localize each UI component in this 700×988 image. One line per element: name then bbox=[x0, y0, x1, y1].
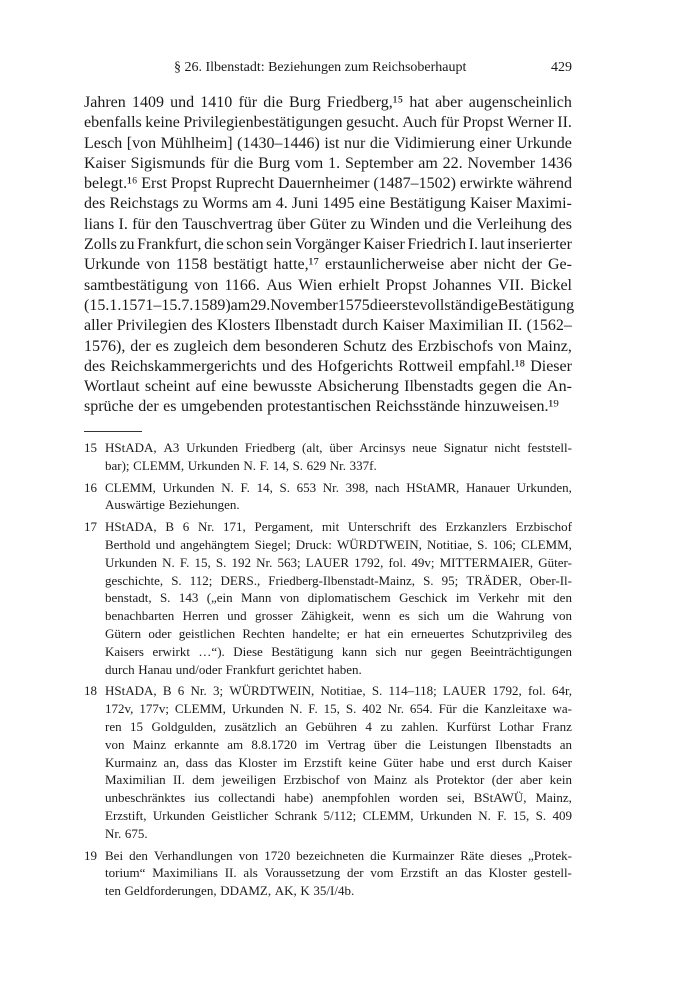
text-line: (15.1.1571–15.7.1589) am 29. November 1575 die erste vollständige Bestätigung bbox=[84, 296, 575, 314]
text-line: lians I. für den Tauschvertrag über Güter zu Winden und die Verleihung des bbox=[84, 215, 572, 233]
text-line: des Reichstags zu Worms am 4. Juni 1495 eine Bestätigung Kaiser Maximi- bbox=[84, 195, 572, 213]
footnote-line: durch Hanau und/oder Frankfurt gerichtet haben. bbox=[105, 661, 362, 677]
text-line: des Reichskammergerichts und des Hofgerichts Rottweil empfahl.¹⁸ Dieser bbox=[84, 357, 572, 375]
footnote-line: Kaisers erwirkt …“). Diese Bestätigung kann sich nur gegen Beeinträchtigungen bbox=[105, 643, 572, 659]
footnote-line: ren 15 Goldgulden, zusätzlich an Gebühren 4 zu zahlen. Kurfürst Lothar Franz bbox=[105, 718, 572, 734]
footnote bbox=[84, 439, 572, 475]
footnote-text: Bei den Verhandlungen von 1720 bezeichneten die Kurmainzer Räte dieses „Protek- bbox=[105, 847, 572, 863]
footnote-line: Urkunden N. F. 15, S. 192 Nr. 563; LAUER 1792, fol. 49v; MITTERMAIER, Güter- bbox=[105, 554, 572, 570]
footnote bbox=[84, 479, 572, 515]
footnote-line: ten Geldforderungen, DDAMZ, AK, K 35/I/4b. bbox=[105, 883, 355, 899]
running-title: § 26. Ilbenstadt: Beziehungen zum Reichsoberhaupt bbox=[174, 60, 467, 75]
footnote-line: 172v, 177v; CLEMM, Urkunden N. F. 15, S. 402 Nr. 654. Für die Kanzleitaxe wa- bbox=[105, 701, 572, 717]
text-line: samtbestätigung von 1166. Aus Wien erhielt Propst Johannes VII. Bickel bbox=[84, 276, 572, 294]
footnote-text: CLEMM, Urkunden N. F. 14, S. 653 Nr. 398, nach HStAMR, Hanauer Urkunden, bbox=[105, 479, 572, 495]
footnote-line: benstadt, S. 143 („ein Mann von diplomatischem Geschick im Verkehr mit den bbox=[105, 590, 572, 606]
footnote-text: HStADA, B 6 Nr. 3; WÜRDTWEIN, Notitiae, S. 114–118; LAUER 1792, fol. 64r, bbox=[105, 683, 572, 699]
footnote-number: 19 bbox=[84, 847, 97, 863]
footnote bbox=[84, 682, 572, 842]
footnote-line: Maximilian II. dem jeweiligen Erzbischof von Mainz als Protektor (der aber kein bbox=[105, 772, 572, 788]
text-line: Jahren 1409 und 1410 für die Burg Friedberg,¹⁵ hat aber augenscheinlich bbox=[84, 94, 572, 111]
text-line: sprüche der es umgebenden protestantischen Reichsstände hinzuweisen.¹⁹ bbox=[84, 398, 559, 416]
footnote-line: torium“ Maximilians II. als Voraussetzung der vom Erzstift an das Kloster gestell- bbox=[105, 865, 572, 881]
page-header bbox=[84, 60, 572, 80]
text-line: Wortlaut scheint auf eine bewusste Absicherung Ilbenstadts gegen die An- bbox=[84, 378, 572, 396]
footnote-number: 18 bbox=[84, 683, 97, 699]
footnote-line: Nr. 675. bbox=[105, 825, 148, 841]
text-line: Zolls zu Frankfurt, die schon sein Vorgänger Kaiser Friedrich I. laut inserierter bbox=[84, 236, 572, 254]
text-line: aller Privilegien des Klosters Ilbenstadt durch Kaiser Maximilian II. (1562– bbox=[84, 317, 572, 335]
footnote-number: 17 bbox=[84, 519, 97, 535]
footnote-line: von Mainz erkannte am 8.8.1720 im Vertrag über die Leistungen Ilbenstadts an bbox=[105, 736, 572, 752]
footnote-line bbox=[84, 439, 572, 457]
footnote-line bbox=[84, 518, 572, 536]
text-line: belegt.¹⁶ Erst Propst Ruprecht Dauernheimer (1487–1502) erwirkte während bbox=[84, 175, 572, 193]
footnote-line: bar); CLEMM, Urkunden N. F. 14, S. 629 Nr. 337f. bbox=[105, 457, 377, 473]
footnotes bbox=[84, 439, 572, 904]
text-line: Urkunde von 1158 bestätigt hatte,¹⁷ erstaunlicherweise aber nicht der Ge- bbox=[84, 256, 572, 274]
main-text bbox=[84, 93, 575, 418]
footnote-text: HStADA, A3 Urkunden Friedberg (alt, über Arcinsys neue Signatur nicht feststell- bbox=[105, 440, 572, 455]
footnote-line: Auswärtige Beziehungen. bbox=[105, 497, 240, 513]
footnote-number: 16 bbox=[84, 479, 97, 495]
footnote-line: Berthold und angehängtem Siegel; Druck: WÜRDTWEIN, Notitiae, S. 106; CLEMM, bbox=[105, 536, 572, 552]
page-number: 429 bbox=[551, 60, 572, 75]
footnote-separator bbox=[84, 431, 142, 432]
text-line: Lesch [von Mühlheim] (1430–1446) ist nur die Vidimierung einer Urkunde bbox=[84, 134, 572, 152]
footnote-line: unbeschränktes ius collectandi habe) anempfohlen worden sei, BStAWÜ, Mainz, bbox=[105, 790, 572, 806]
text-line: ebenfalls keine Privilegienbestätigungen gesucht. Auch für Propst Werner II. bbox=[84, 114, 572, 132]
footnote-line: Kurmainz an, dass das Kloster im Erzstift keine Güter habe und erst durch Kaiser bbox=[105, 754, 572, 770]
footnote-line: geschichte, S. 112; DERS., Friedberg-Ilbenstadt-Mainz, S. 95; TRÄDER, Ober-Il- bbox=[105, 572, 572, 588]
text-line: Kaiser Sigismunds für die Burg vom 1. September am 22. November 1436 bbox=[84, 154, 572, 172]
footnote-line: benachbarten Herren und grosser Zähigkeit, wenn es sich um die Wahrung von bbox=[105, 608, 572, 624]
footnote bbox=[84, 518, 572, 678]
footnote-line bbox=[84, 847, 572, 865]
footnote-number: 15 bbox=[84, 440, 97, 455]
footnote-text: HStADA, B 6 Nr. 171, Pergament, mit Unterschrift des Erzkanzlers Erzbischof bbox=[105, 519, 572, 535]
footnote bbox=[84, 847, 572, 900]
footnote-line: Erzstift, Urkunden Geistlicher Schrank 5/112; CLEMM, Urkunden N. F. 15, S. 409 bbox=[105, 807, 572, 823]
footnote-line bbox=[84, 682, 572, 700]
footnote-line: Gütern oder geistlichen Rechten handelte; er hat ein erneuertes Schutzprivileg des bbox=[105, 625, 572, 641]
text-line: 1576), der es zugleich dem besonderen Schutz des Erzbischofs von Mainz, bbox=[84, 337, 572, 355]
footnote-line bbox=[84, 479, 572, 497]
